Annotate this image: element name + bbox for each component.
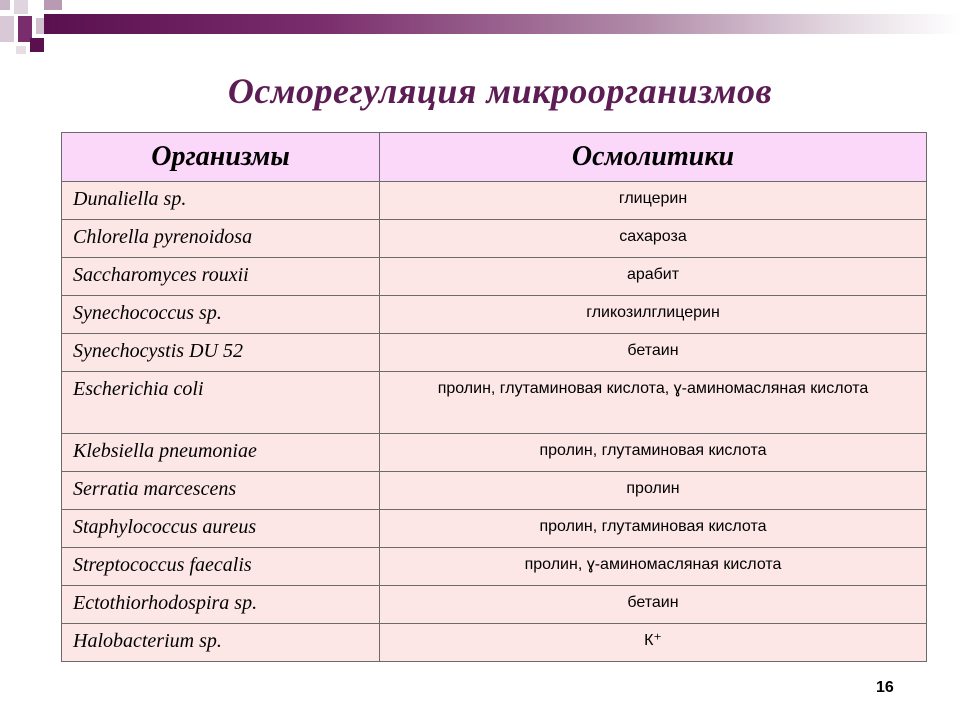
header-gradient-bar (44, 14, 960, 34)
column-header-organisms: Организмы (62, 133, 380, 182)
organism-cell: Chlorella pyrenoidosa (62, 220, 380, 258)
osmolyte-cell: сахароза (380, 220, 927, 258)
column-header-osmolytes: Осмолитики (380, 133, 927, 182)
table-row (62, 296, 927, 334)
organism-cell: Synechococcus sp. (62, 296, 380, 334)
table-row (62, 182, 927, 220)
osmolyte-cell: пролин (380, 472, 927, 510)
osmolyte-cell: бетаин (380, 334, 927, 372)
slide-title: Осморегуляция микроорганизмов (227, 71, 773, 111)
organism-cell: Klebsiella pneumoniae (62, 434, 380, 472)
table-row (62, 372, 927, 434)
table-row (62, 586, 927, 624)
osmolyte-cell: глицерин (380, 182, 927, 220)
organism-cell: Dunaliella sp. (62, 182, 380, 220)
page-number: 16 (876, 679, 894, 696)
table-row (62, 472, 927, 510)
organism-cell: Saccharomyces rouxii (62, 258, 380, 296)
table-row (62, 510, 927, 548)
table-row (62, 258, 927, 296)
table-row (62, 434, 927, 472)
organism-cell: Streptococcus faecalis (62, 548, 380, 586)
organism-cell: Ectothiorhodospira sp. (62, 586, 380, 624)
organism-cell: Escherichia coli (62, 372, 380, 434)
osmolyte-cell: гликозилглицерин (380, 296, 927, 334)
organism-cell: Staphylococcus aureus (62, 510, 380, 548)
table-row (62, 624, 927, 662)
osmolyte-cell: пролин, ɣ-аминомасляная кислота (380, 548, 927, 586)
table-row (62, 220, 927, 258)
table-row (62, 548, 927, 586)
osmolyte-cell: бетаин (380, 586, 927, 624)
organism-cell: Halobacterium sp. (62, 624, 380, 662)
osmolyte-cell: пролин, глутаминовая кислота, ɣ-аминомасляная кислота (380, 372, 927, 434)
organism-cell: Synechocystis DU 52 (62, 334, 380, 372)
organism-cell: Serratia marcescens (62, 472, 380, 510)
table-row (62, 334, 927, 372)
osmolyte-cell: К⁺ (380, 624, 927, 662)
osmolyte-cell: арабит (380, 258, 927, 296)
osmolytes-table (61, 132, 927, 662)
osmolyte-cell: пролин, глутаминовая кислота (380, 510, 927, 548)
osmolyte-cell: пролин, глутаминовая кислота (380, 434, 927, 472)
